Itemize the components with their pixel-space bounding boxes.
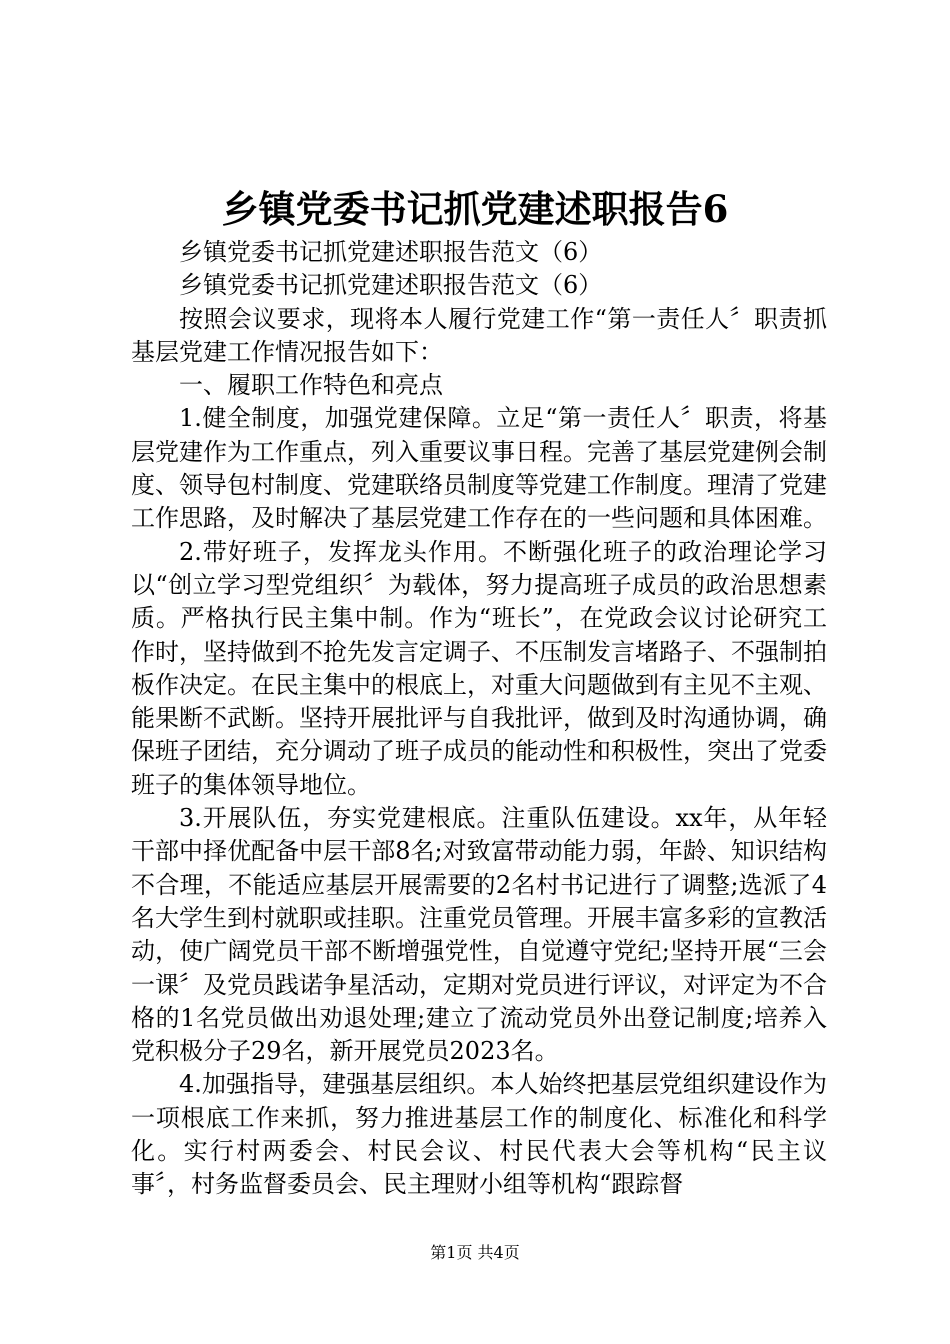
- paragraph-section-heading: 一、履职工作特色和亮点: [179, 371, 443, 400]
- page-footer: 第1页 共4页: [430, 1243, 520, 1262]
- paragraph-item-1: 1.健全制度，加强党建保障。立足“第一责任人〞职责，将基层党建作为工作重点，列入重要议事日程。完善了基层党建例会制度、领导包村制度、党建联络员制度等党建工作制度。理清了党建工作思路，及时解决了基层党建工作存在的一些问题和具体困难。: [131, 404, 827, 533]
- document-title: 乡镇党委书记抓党建述职报告6: [221, 187, 729, 231]
- paragraph-intro: 按照会议要求，现将本人履行党建工作“第一责任人〞职责抓基层党建工作情况报告如下：: [131, 304, 827, 366]
- paragraph-item-3: 3.开展队伍，夯实党建根底。注重队伍建设。xx年，从年轻干部中择优配备中层干部8名;对致富带动能力弱，年龄、知识结构不合理，不能适应基层开展需要的2名村书记进行了调整;选派了4名大学生到村就职或挂职。注重党员管理。开展丰富多彩的宣教活动，使广阔党员干部不断增强党性，自觉遵守党纪;坚持开展“三会一课〞及党员践诺争星活动，定期对党员进行评议，对评定为不合格的1名党员做出劝退处理;建立了流动党员外出登记制度;培养入党积极分子29名，新开展党员2023名。: [131, 804, 827, 1066]
- paragraph-item-2: 2.带好班子，发挥龙头作用。不断强化班子的政治理论学习以“创立学习型党组织〞为载体，努力提高班子成员的政治思想素质。严格执行民主集中制。作为“班长”，在党政会议讨论研究工作时，坚持做到不抢先发言定调子、不压制发言堵路子、不强制拍板作决定。在民主集中的根底上，对重大问题做到有主见不主观、能果断不武断。坚持开展批评与自我批评，做到及时沟通协调，确保班子团结，充分调动了班子成员的能动性和积极性，突出了党委班子的集体领导地位。: [131, 537, 827, 799]
- document-body: [131, 236, 827, 1202]
- paragraph-subtitle-2: 乡镇党委书记抓党建述职报告范文（6）: [179, 271, 603, 300]
- paragraph-item-4: 4.加强指导，建强基层组织。本人始终把基层党组织建设作为一项根底工作来抓，努力推进基层工作的制度化、标准化和科学化。实行村两委会、村民会议、村民代表大会等机构“民主议事〞，村务监督委员会、民主理财小组等机构“跟踪督: [131, 1070, 827, 1199]
- paragraph-subtitle-1: 乡镇党委书记抓党建述职报告范文（6）: [179, 238, 603, 266]
